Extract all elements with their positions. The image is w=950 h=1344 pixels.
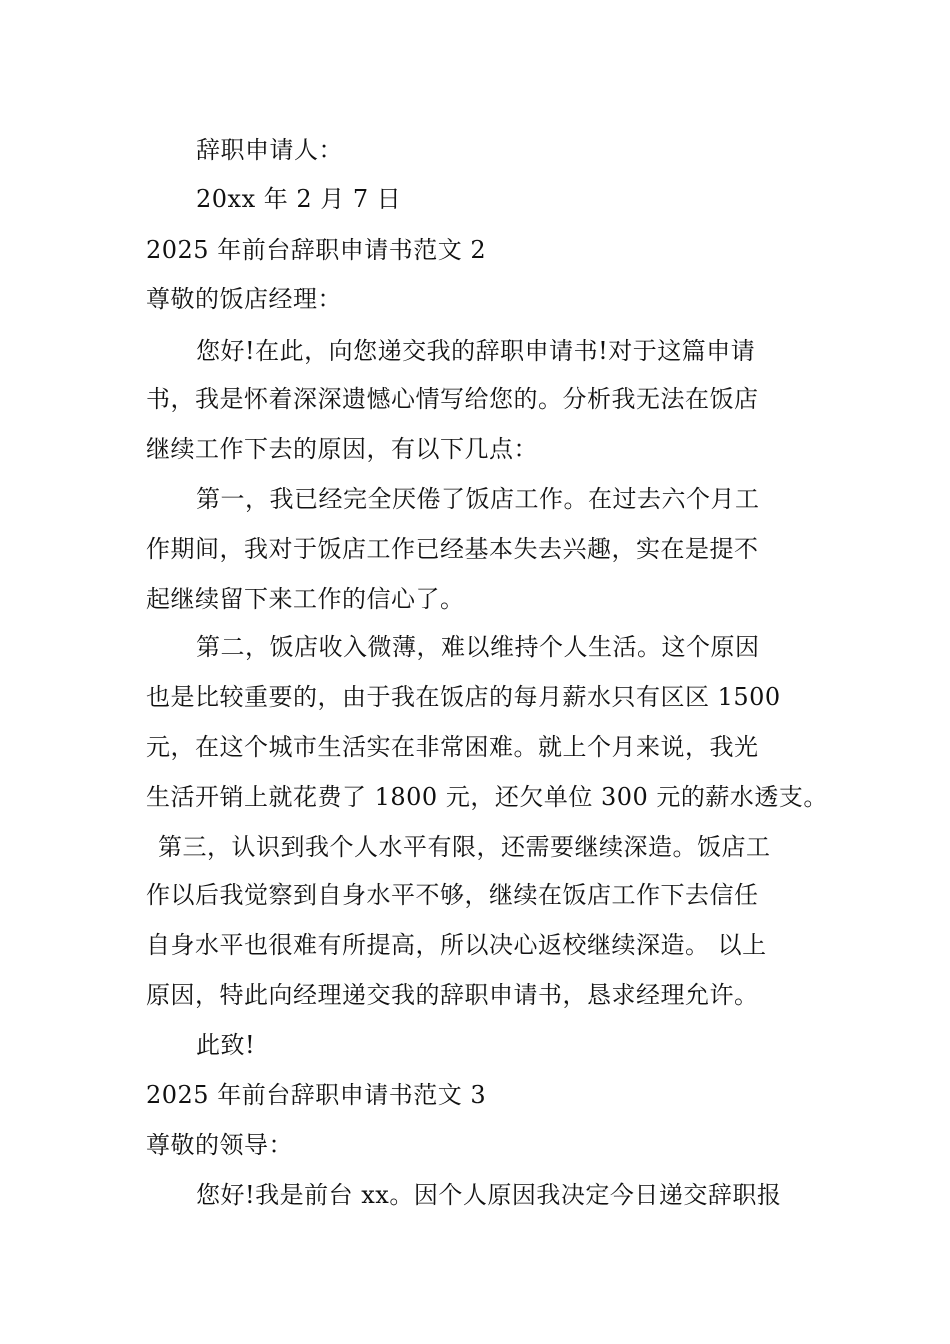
closing-line: 此致!	[196, 1031, 256, 1059]
paragraph-line: 自身水平也很难有所提高，所以决心返校继续深造。 以上	[146, 931, 767, 959]
paragraph-line: 继续工作下去的原因，有以下几点：	[146, 435, 538, 463]
paragraph-line: 元，在这个城市生活实在非常困难。就上个月来说，我光	[146, 733, 759, 761]
paragraph-line: 作期间，我对于饭店工作已经基本失去兴趣，实在是提不	[146, 535, 759, 563]
salutation-manager: 尊敬的饭店经理：	[146, 285, 342, 313]
paragraph-line: 第二，饭店收入微薄，难以维持个人生活。这个原因	[196, 633, 760, 661]
paragraph-line: 生活开销上就花费了 1800 元，还欠单位 300 元的薪水透支。	[146, 783, 828, 811]
paragraph-line: 您好!我是前台 xx。因个人原因我决定今日递交辞职报	[196, 1181, 782, 1209]
paragraph-line: 第三，认识到我个人水平有限，还需要继续深造。饭店工	[158, 833, 771, 861]
paragraph-line: 作以后我觉察到自身水平不够，继续在饭店工作下去信任	[146, 881, 759, 909]
paragraph-line: 第一，我已经完全厌倦了饭店工作。在过去六个月工	[196, 485, 760, 513]
salutation-leader: 尊敬的领导：	[146, 1131, 293, 1159]
section-title-2: 2025 年前台辞职申请书范文 2	[146, 236, 487, 264]
paragraph-line: 您好!在此，向您递交我的辞职申请书!对于这篇申请	[196, 337, 756, 365]
paragraph-line: 书，我是怀着深深遗憾心情写给您的。分析我无法在饭店	[146, 385, 759, 413]
paragraph-line: 起继续留下来工作的信心了。	[146, 585, 465, 613]
applicant-label: 辞职申请人：	[196, 136, 343, 164]
section-title-3: 2025 年前台辞职申请书范文 3	[146, 1081, 487, 1109]
paragraph-line: 也是比较重要的，由于我在饭店的每月薪水只有区区 1500	[146, 683, 781, 711]
paragraph-line: 原因，特此向经理递交我的辞职申请书，恳求经理允许。	[146, 981, 759, 1009]
date-line: 20xx 年 2 月 7 日	[196, 185, 402, 213]
